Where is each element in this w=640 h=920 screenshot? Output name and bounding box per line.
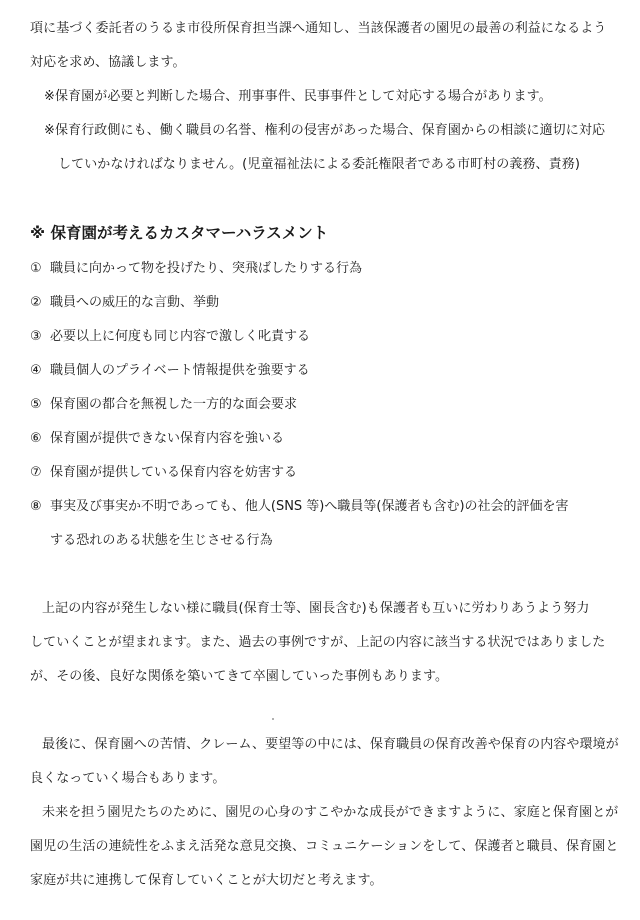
list-item xyxy=(30,498,569,516)
para2-line-1: 最後に、保育園への苦情、クレーム、要望等の中には、保育職員の保育改善や保育の内容や環境が xyxy=(42,737,619,752)
list-item-text: 保育園が提供できない保育内容を強いる xyxy=(50,431,285,446)
list-item-number: ④ xyxy=(30,363,42,378)
intro-line-1: 項に基づく委託者のうるま市役所保育担当課へ通知し、当該保護者の園児の最善の利益になるよう xyxy=(30,21,607,36)
list-item-text: 職員への威圧的な言動、挙動 xyxy=(50,295,220,310)
scan-speck xyxy=(272,718,274,720)
para2-line-5: 家庭が共に連携して保育していくことが大切だと考えます。 xyxy=(30,873,383,888)
list-item xyxy=(30,294,219,312)
list-item-text: 保育園の都合を無視した一方的な面会要求 xyxy=(50,397,298,412)
para1-line-2: していくことが望まれます。また、過去の事例ですが、上記の内容に該当する状況ではありました xyxy=(30,635,606,650)
list-item-text: 職員個人のプライベート情報提供を強要する xyxy=(50,363,310,378)
para2-line-2: 良くなっていく場合もあります。 xyxy=(30,771,226,786)
list-item-number: ⑤ xyxy=(30,397,42,412)
intro-note-2-line-2: していかなければなりません。(児童福祉法による委託権限者である市町村の義務、責務) xyxy=(58,157,581,172)
list-item-number: ① xyxy=(30,261,42,276)
list-item xyxy=(30,430,284,448)
list-item-number: ⑧ xyxy=(30,499,42,514)
list-item xyxy=(30,362,310,380)
list-item xyxy=(30,260,362,278)
para2-line-3: 未来を担う園児たちのために、園児の心身のすこやかな成長ができますように、家庭と保育園とが xyxy=(42,805,619,820)
list-item-number: ⑥ xyxy=(30,431,42,446)
section-heading: ※ 保育園が考えるカスタマーハラスメント xyxy=(30,224,329,242)
intro-note-1: ※保育園が必要と判断した場合、刑事事件、民事事件として対応する場合があります。 xyxy=(44,89,552,104)
list-item-number: ② xyxy=(30,295,42,310)
list-item xyxy=(30,396,297,414)
para2-line-4: 園児の生活の連続性をふまえ活発な意見交換、コミュニケーションをして、保護者と職員、保育園と xyxy=(30,839,619,854)
intro-note-2-line-1: ※保育行政側にも、働く職員の名誉、権利の侵害があった場合、保育園からの相談に適切に対応 xyxy=(44,123,606,138)
list-item-text: 職員に向かって物を投げたり、突飛ばしたりする行為 xyxy=(50,261,363,276)
list-item-number: ⑦ xyxy=(30,465,42,480)
list-item xyxy=(30,328,310,346)
list-item-text: 保育園が提供している保育内容を妨害する xyxy=(50,465,298,480)
para1-line-3: が、その後、良好な関係を築いてきて卒園していった事例もあります。 xyxy=(30,669,449,684)
list-item-text: 必要以上に何度も同じ内容で激しく叱責する xyxy=(50,329,311,344)
intro-line-2: 対応を求め、協議します。 xyxy=(30,55,186,70)
list-item-number: ③ xyxy=(30,329,42,344)
list-item-text: 事実及び事実か不明であっても、他人(SNS 等)へ職員等(保護者も含む)の社会的評価を害 xyxy=(50,499,569,514)
list-item-continuation: する恐れのある状態を生じさせる行為 xyxy=(50,533,273,548)
para1-line-1: 上記の内容が発生しない様に職員(保育士等、園長含む)も保護者も互いに労わりあうよう努力 xyxy=(42,601,590,616)
list-item xyxy=(30,464,297,482)
